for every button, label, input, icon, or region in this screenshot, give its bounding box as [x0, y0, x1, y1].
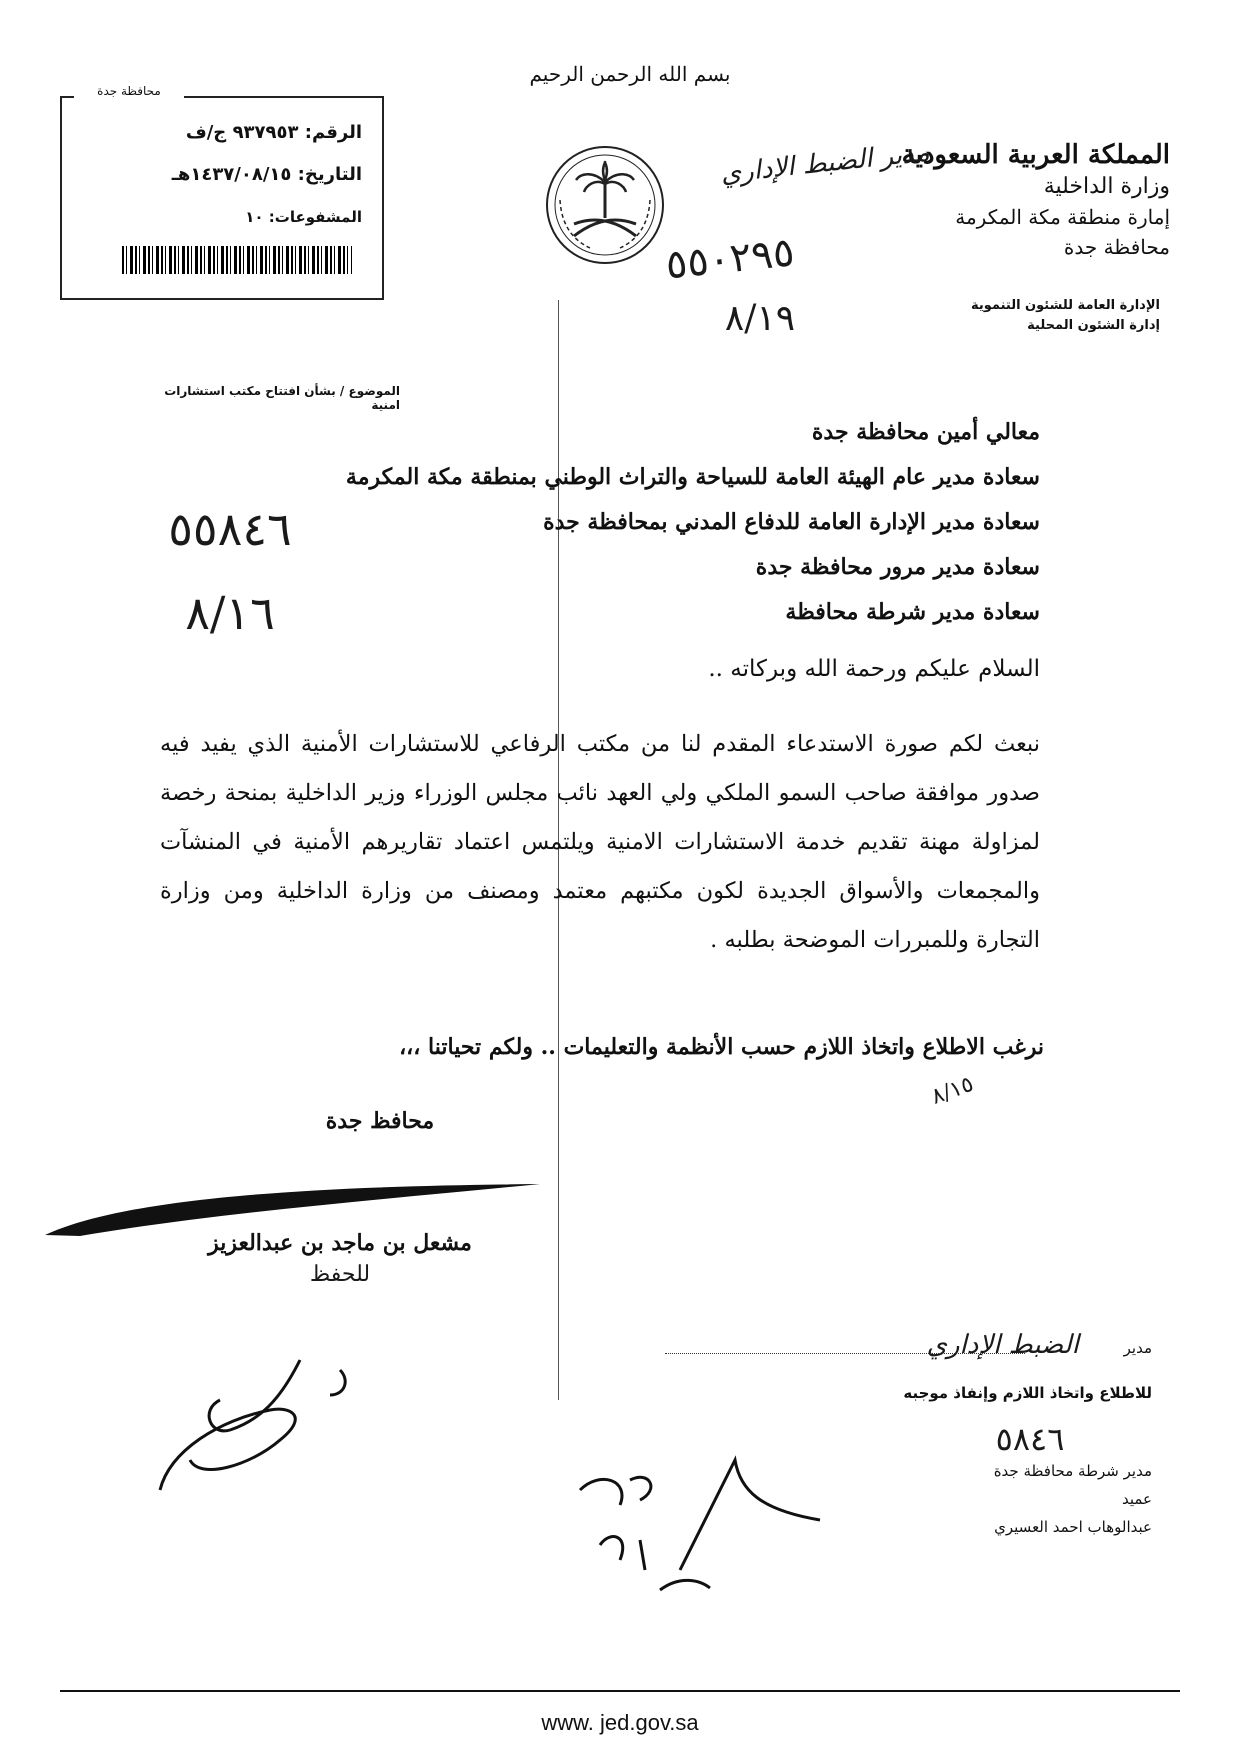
- reference-date-label: التاريخ:: [297, 164, 362, 185]
- handwritten-top-number: ٥٥٠٢٩٥: [663, 229, 797, 289]
- greeting: السلام عليكم ورحمة الله وبركاته ..: [708, 656, 1040, 682]
- handwritten-signature-icon: [560, 1450, 860, 1600]
- reference-attachments: [245, 208, 362, 226]
- reference-number-value: ٩٣٧٩٥٣ ج/ف: [185, 122, 299, 143]
- handwritten-closing-note: ٨/١٥: [928, 1071, 977, 1110]
- reference-number: [186, 122, 362, 143]
- handwritten-top-date: ٨/١٩: [724, 298, 796, 339]
- handwritten-bottom-number: ٥٨٤٦: [995, 1420, 1065, 1458]
- barcode-icon: [122, 246, 352, 274]
- reference-date: [172, 164, 362, 185]
- signatory-name: مشعل بن ماجد بن عبدالعزيز: [208, 1230, 472, 1256]
- reference-number-label: الرقم:: [304, 122, 362, 143]
- referral-officer-name: عبدالوهاب احمد العسيري: [994, 1518, 1152, 1536]
- referral-instruction: للاطلاع واتخاذ اللازم وإنفاذ موجبه: [903, 1384, 1152, 1402]
- signatory-title: محافظ جدة: [325, 1108, 435, 1134]
- referral-police-director: مدير شرطة محافظة جدة: [993, 1462, 1152, 1480]
- handwritten-top-name: مدير الضبط الإداري: [719, 137, 931, 190]
- referral-dotted-line: [665, 1353, 1025, 1355]
- referral-director-label: مدير: [1123, 1339, 1152, 1357]
- recipient-line: سعادة مدير مرور محافظة جدة: [755, 554, 1040, 580]
- governorate-name: محافظة جدة: [1063, 235, 1170, 259]
- referral-director: [927, 1330, 1152, 1360]
- attachments-label: المشفوعات:: [268, 208, 362, 226]
- recipient-line: سعادة مدير الإدارة العامة للدفاع المدني بمحافظة جدة: [543, 509, 1040, 535]
- department: [920, 296, 1160, 336]
- referral-rank: عميد: [1121, 1490, 1152, 1508]
- recipient-line: سعادة مدير عام الهيئة العامة للسياحة والتراث الوطني بمنطقة مكة المكرمة: [345, 464, 1040, 490]
- handwritten-initials-icon: [130, 1340, 380, 1500]
- handwritten-mid-date: ٨/١٦: [185, 586, 275, 640]
- department-line-2: إدارة الشئون المحلية: [1027, 318, 1160, 333]
- footer-url: www. jed.gov.sa: [541, 1710, 699, 1735]
- closing-line: نرغب الاطلاع واتخاذ اللازم حسب الأنظمة والتعليمات .. ولكم تحياتنا ،،،: [399, 1034, 1044, 1060]
- emirate-name: إمارة منطقة مكة المكرمة: [955, 205, 1170, 229]
- letter-body: نبعث لكم صورة الاستدعاء المقدم لنا من مكتب الرفاعي للاستشارات الأمنية الذي يفيد فيه صدور موافقة صاحب السمو الملكي ولي العهد نائب مجلس الوزراء وزير الداخلية بمنحة رخصة لمزاولة مهنة تقديم خدمة الاستشارات الامنية ويلتمس اعتماد تقاريرهم الأمنية في المنشآت والمجمعات والأسواق الجديدة لكون مكتبهم معتمد ومصنف من وزارة الداخلية ومن وزارة التجارة وللمبررات الموضحة بطلبه .: [160, 731, 1040, 953]
- footer-divider: [60, 1690, 1180, 1692]
- handwritten-mid-number: ٥٥٨٤٦: [168, 502, 292, 556]
- reference-box-tag: محافظة جدة: [74, 84, 184, 98]
- recipient-line: سعادة مدير شرطة محافظة: [785, 599, 1040, 625]
- handwritten-bottom-left-note: للحفظ: [309, 1262, 371, 1287]
- attachments-value: ١٠: [245, 208, 264, 226]
- reference-date-value: ١٤٣٧/٠٨/١٥هـ: [171, 164, 292, 185]
- reference-box: [60, 84, 384, 300]
- kingdom-name: المملكة العربية السعودية: [901, 140, 1170, 170]
- referral-director-value: الضبط الإداري: [926, 1330, 1079, 1360]
- subject-line: الموضوع / بشأن افتتاح مكتب استشارات امنية: [164, 384, 400, 412]
- department-line-1: الإدارة العامة للشئون التنموية: [970, 298, 1160, 313]
- ministry-name: وزارة الداخلية: [1043, 174, 1170, 199]
- basmala: بسم الله الرحمن الرحيم: [529, 62, 731, 86]
- recipient-line: معالي أمين محافظة جدة: [811, 419, 1040, 445]
